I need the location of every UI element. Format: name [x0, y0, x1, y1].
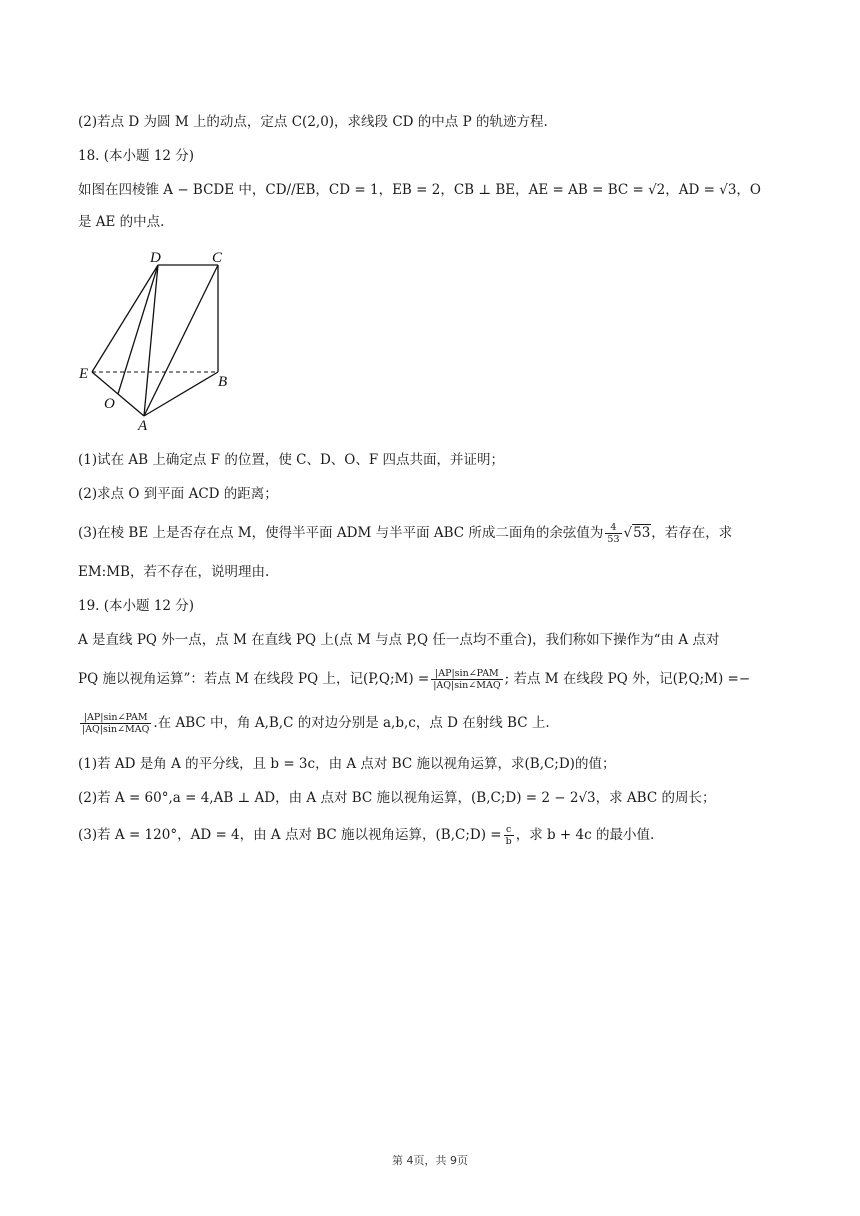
q18-part1: (1)试在 AB 上确定点 F 的位置，使 C、D、O、F 四点共面，并证明；	[78, 452, 504, 468]
q19-part3-fraction: $\frac{c}{b}$	[505, 824, 512, 847]
label-e: E	[79, 366, 89, 382]
q19-header: 19. (本小题 12 分)	[78, 598, 195, 614]
q18-part2: (2)求点 O 到平面 ACD 的距离；	[78, 486, 278, 502]
q18-header: 18. (本小题 12 分)	[78, 148, 195, 164]
q19-line3: $\frac{\text{|AP|sin∠PAM}}{\text{|AQ|sin∠MAQ}}$ .在 ABC 中，角 A,B,C 的对边分别是 a,b,c，点 D 在射线 BC 上.	[82, 712, 550, 735]
q17-part2: (2)若点 D 为圆 M 上的动点，定点 C(2,0)，求线段 CD 的中点 P 的轨迹方程.	[78, 114, 548, 130]
q19-line2: PQ 施以视角运算”：若点 M 在线段 PQ 上，记(P,Q;M) = $\frac{\text{|AP|sin∠PAM}}{\text{|AQ|sin∠MAQ}}$ ; 若点 M 在线段 PQ 外，记(P,Q;M) =−	[78, 668, 751, 691]
q18-stem-line2: 是 AE 的中点.	[78, 214, 165, 230]
q18-part3-line2: EM:MB，若不存在，说明理由.	[78, 564, 270, 580]
label-c: C	[212, 250, 223, 266]
edge-de	[92, 265, 158, 372]
q19-part3: (3)若 A = 120°，AD = 4，由 A 点对 BC 施以视角运算，(B,C;D) = $\frac{c}{b}$ ，求 b + 4c 的最小值.	[78, 824, 655, 847]
q18-part3-text: (3)在棱 BE 上是否存在点 M，使得半平面 ADM 与半平面 ABC 所成二面角的余弦值为	[78, 525, 604, 541]
q19-fraction-1: $\frac{\text{|AP|sin∠PAM}}{\text{|AQ|sin∠MAQ}}$	[433, 668, 501, 691]
q18-part3-fraction: $\frac{4}{53}$	[607, 522, 620, 545]
pyramid-figure	[78, 248, 248, 434]
q19-line1: A 是直线 PQ 外一点，点 M 在直线 PQ 上(点 M 与点 P,Q 任一点均不重合)，我们称如下操作为“由 A 点对	[78, 632, 720, 648]
q18-stem-line1: 如图在四棱锥 A − BCDE 中，CD//EB，CD = 1，EB = 2，CB ⊥ BE，AE = AB = BC = √2，AD = √3，O	[78, 182, 762, 198]
q19-fraction-2: $\frac{\text{|AP|sin∠PAM}}{\text{|AQ|sin∠MAQ}}$	[82, 712, 150, 735]
label-d: D	[150, 250, 161, 266]
q19-part2: (2)若 A = 60°,a = 4,AB ⊥ AD，由 A 点对 BC 施以视角运算，(B,C;D) = 2 − 2√3，求 ABC 的周长；	[78, 790, 716, 806]
label-a: A	[138, 418, 148, 434]
label-b: B	[218, 374, 228, 390]
q19-part1: (1)若 AD 是角 A 的平分线，且 b = 3c，由 A 点对 BC 施以视角运算，求(B,C;D)的值；	[78, 756, 616, 772]
q18-part3-line1: (3)在棱 BE 上是否存在点 M，使得半平面 ADM 与半平面 ABC 所成二面角的余弦值为 $\frac{4}{53}$ √53，若存在，求	[78, 522, 733, 545]
page-footer: 第 4页，共 9页	[392, 1154, 468, 1167]
q18-part3-sqrt: 53	[633, 525, 651, 541]
label-o: O	[104, 396, 115, 412]
edge-ea	[92, 372, 144, 416]
